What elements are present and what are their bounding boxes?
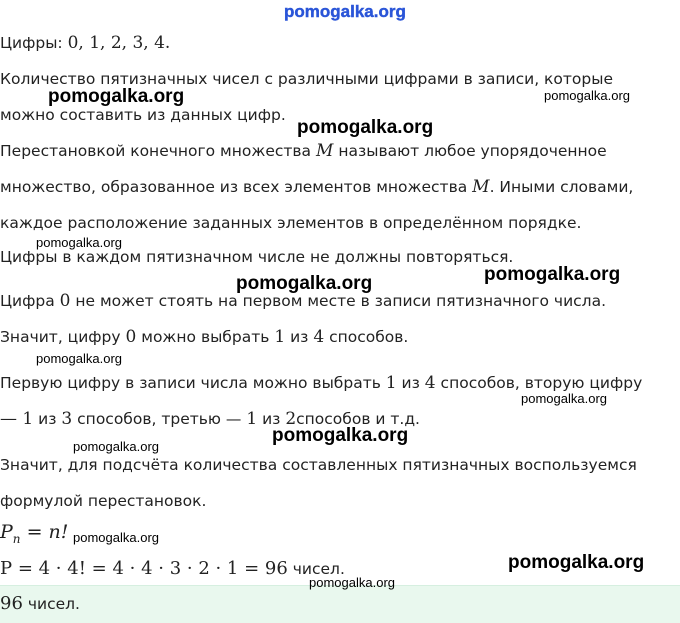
rule-no-repeat: Цифры в каждом пятизначном числе не должны повторяться.: [0, 248, 514, 266]
next-digits-text-a: из: [33, 410, 62, 428]
next-digits-m2: 3: [61, 409, 73, 429]
watermark: pomogalka.org: [297, 117, 434, 138]
definition-line-3: каждое расположение заданных элементов в определённом порядке.: [0, 214, 582, 232]
next-digits-text-b: способов, третью —: [72, 410, 247, 428]
next-digits-m3: 1: [246, 409, 258, 429]
watermark: pomogalka.org: [73, 530, 159, 545]
conclusion-line-1: Значит, для подсчёта количества составленных пятизначных воспользуемся: [0, 456, 637, 474]
watermark: pomogalka.org: [36, 351, 122, 366]
calculation-line: [0, 558, 345, 580]
definition-text-c: множество, образованное из всех элементов множества: [0, 178, 473, 196]
set-m-symbol-2: M: [472, 177, 490, 197]
first-digit-text-c: способов, вторую цифру: [435, 374, 643, 392]
first-digit-m1: 1: [385, 373, 397, 393]
zero-choice-m3: 4: [313, 327, 325, 347]
formula-subscript-n: n: [12, 531, 21, 546]
watermark: pomogalka.org: [521, 391, 607, 406]
digits-math: 0, 1, 2, 3, 4.: [67, 33, 171, 53]
zero-choice-text-b: можно выбрать: [136, 328, 275, 346]
formula-rhs: = n!: [20, 521, 69, 543]
zero-choice-text-d: способов.: [324, 328, 409, 346]
definition-text-d: . Иными словами,: [489, 178, 634, 196]
rule-zero-text-b: не может стоять на первом месте в записи пятизначного числа.: [70, 292, 606, 310]
task-line-2: можно составить из данных цифр.: [0, 106, 286, 124]
calculation-math: P = 4 · 4! = 4 · 4 · 3 · 2 · 1 = 96: [0, 558, 288, 579]
answer-number: 96: [0, 593, 23, 614]
next-digits-m1: — 1: [0, 409, 34, 429]
watermark: pomogalka.org: [48, 86, 185, 107]
watermark: pomogalka.org: [236, 273, 373, 294]
formula-p: P: [0, 521, 13, 543]
zero-digit: 0: [59, 291, 71, 311]
calculation-unit: чисел.: [287, 560, 345, 578]
watermark: pomogalka.org: [544, 88, 630, 103]
next-digits-text-c: из: [257, 410, 286, 428]
answer-line: [0, 593, 80, 615]
zero-choice-text-c: из: [285, 328, 314, 346]
definition-line-2: [0, 176, 633, 198]
permutation-formula: [0, 521, 68, 550]
watermark: pomogalka.org: [309, 575, 395, 590]
definition-text-a: Перестановкой конечного множества: [0, 142, 316, 160]
next-digits-m4: 2: [285, 409, 297, 429]
set-m-symbol: M: [315, 141, 334, 161]
watermark: pomogalka.org: [73, 439, 159, 454]
first-digit-m2: 4: [424, 373, 436, 393]
watermark: pomogalka.org: [272, 425, 409, 446]
answer-unit: чисел.: [22, 595, 80, 613]
task-line-1: Количество пятизначных чисел с различными цифрами в записи, которые: [0, 70, 614, 88]
zero-choice-text-a: Значит, цифру: [0, 328, 126, 346]
watermark: pomogalka.org: [36, 235, 122, 250]
rule-zero-text-a: Цифра: [0, 292, 60, 310]
zero-choice-m1: 0: [125, 327, 137, 347]
first-digit-text-b: из: [396, 374, 425, 392]
answer-box: [0, 585, 680, 623]
watermark-top: pomogalka.org: [284, 2, 406, 21]
first-digit-text-a: Первую цифру в записи числа можно выбрать: [0, 374, 386, 392]
definition-line-1: [0, 140, 607, 162]
digits-label: Цифры:: [0, 34, 68, 52]
digits-line: [0, 32, 170, 54]
watermark: pomogalka.org: [508, 552, 645, 573]
definition-text-b: называют любое упорядоченное: [333, 142, 607, 160]
watermark: pomogalka.org: [484, 264, 621, 285]
zero-choice-line: [0, 326, 408, 348]
zero-choice-m2: 1: [274, 327, 286, 347]
next-digits-text-d: способов и т.д.: [296, 410, 420, 428]
conclusion-line-2: формулой перестановок.: [0, 492, 207, 510]
